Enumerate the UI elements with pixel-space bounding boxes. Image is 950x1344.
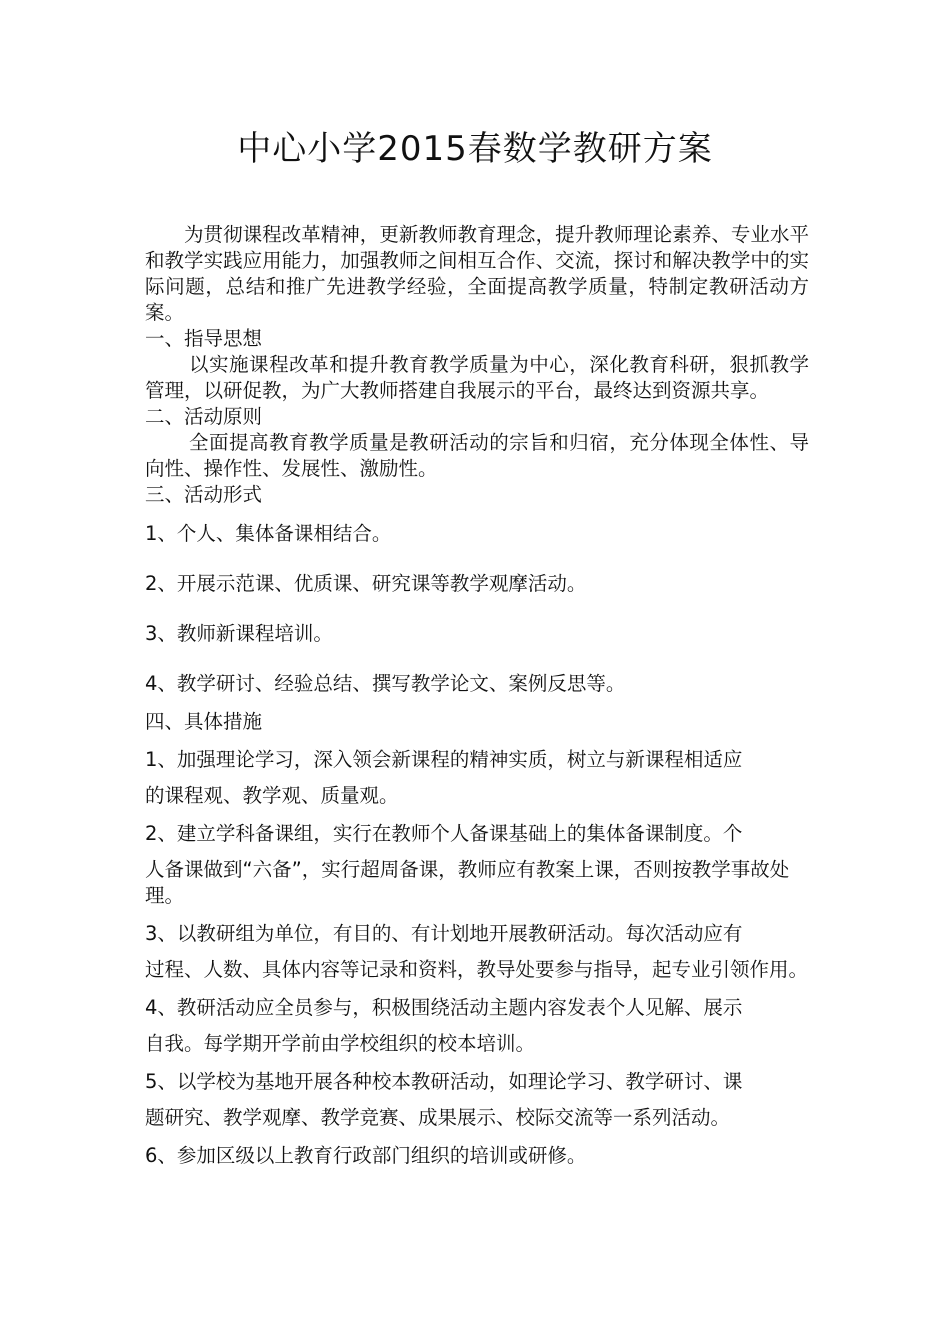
measure-item — [145, 921, 809, 983]
measure-item — [145, 747, 809, 809]
measure-item-line: 3、以教研组为单位，有目的、有计划地开展教研活动。每次活动应有 — [145, 922, 743, 945]
measure-item-rest: 的课程观、教学观、质量观。 — [145, 784, 399, 807]
principle-paragraph: 全面提高教育教学质量是教研活动的宗旨和归宿，充分体现全体性、导向性、操作性、发展性、激励性。 — [145, 431, 809, 480]
measure-item-rest: 过程、人数、具体内容等记录和资料，教导处要参与指导，起专业引领作用。 — [145, 958, 809, 981]
form-item: 4、教学研讨、经验总结、撰写教学论文、案例反思等。 — [145, 672, 626, 695]
section-heading-principle: 二、活动原则 — [145, 405, 263, 428]
measure-item — [145, 1069, 809, 1131]
form-item: 1、个人、集体备课相结合。 — [145, 522, 392, 545]
form-item: 3、教师新课程培训。 — [145, 622, 333, 645]
measure-item-line: 2、建立学科备课组，实行在教师个人备课基础上的集体备课制度。个 — [145, 822, 743, 845]
measure-item-line: 6、参加区级以上教育行政部门组织的培训或研修。 — [145, 1144, 587, 1167]
measure-item — [145, 1143, 809, 1169]
section-heading-guiding: 一、指导思想 — [145, 327, 263, 350]
measure-item-rest: 人备课做到“六备”，实行超周备课，教师应有教案上课，否则按教学事故处理。 — [145, 858, 790, 907]
measure-item-line: 1、加强理论学习，深入领会新课程的精神实质，树立与新课程相适应 — [145, 748, 743, 771]
measure-item — [145, 821, 809, 909]
measure-item — [145, 995, 809, 1057]
measure-item-rest: 自我。每学期开学前由学校组织的校本培训。 — [145, 1032, 536, 1055]
document-body — [145, 222, 809, 1169]
section-heading-measures: 四、具体措施 — [145, 710, 263, 733]
document-title: 中心小学2015春数学教研方案 — [237, 129, 713, 169]
intro-paragraph: 为贯彻课程改革精神，更新教师教育理念，提升教师理论素养、专业水平和教学实践应用能力，加强教师之间相互合作、交流，探讨和解决教学中的实际问题，总结和推广先进教学经验，全面提高教学质量，特制定教研活动方案。 — [145, 223, 809, 324]
measure-item-line: 5、以学校为基地开展各种校本教研活动，如理论学习、教学研讨、课 — [145, 1070, 743, 1093]
guiding-paragraph: 以实施课程改革和提升教育教学质量为中心，深化教育科研，狠抓教学管理，以研促教，为广大教师搭建自我展示的平台，最终达到资源共享。 — [145, 353, 809, 402]
section-heading-forms: 三、活动形式 — [145, 483, 263, 506]
measure-item-rest: 题研究、教学观摩、教学竞赛、成果展示、校际交流等一系列活动。 — [145, 1106, 731, 1129]
form-item: 2、开展示范课、优质课、研究课等教学观摩活动。 — [145, 572, 587, 595]
measure-item-line: 4、教研活动应全员参与，积极围绕活动主题内容发表个人见解、展示 — [145, 996, 743, 1019]
